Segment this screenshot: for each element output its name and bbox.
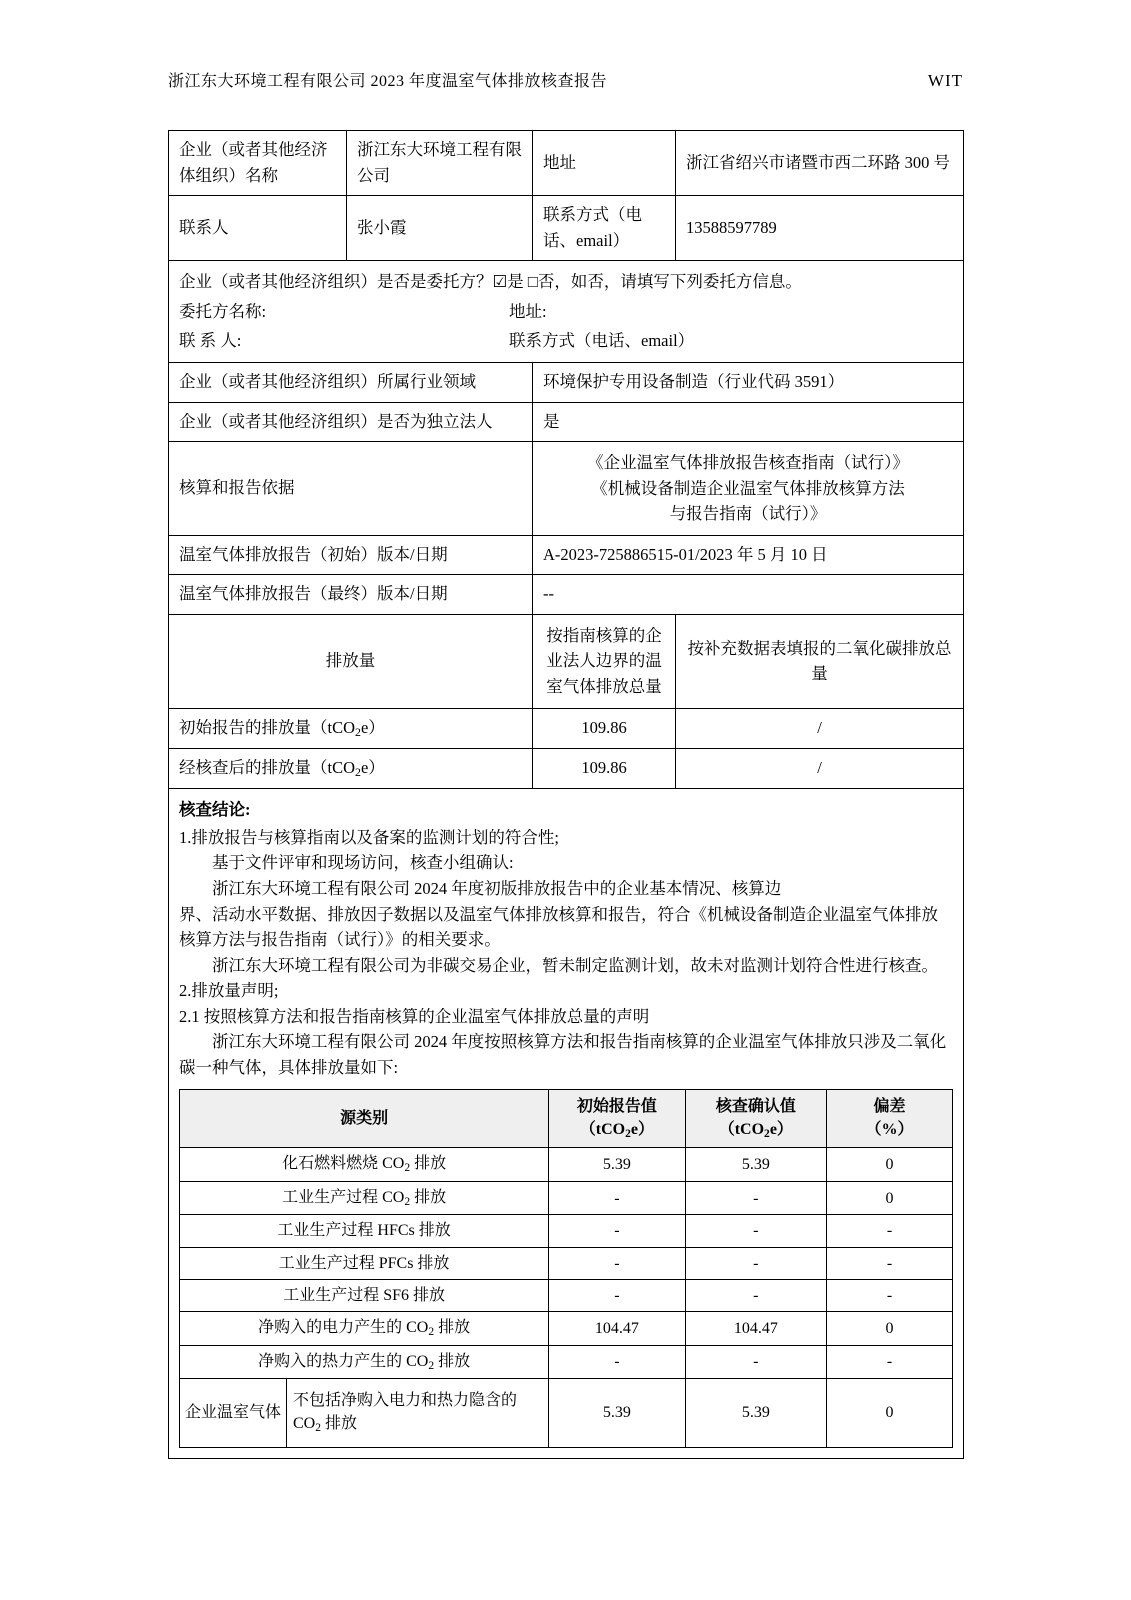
industry-label: 企业（或者其他经济组织）所属行业领域 xyxy=(169,362,533,402)
source-verified-value: - xyxy=(685,1181,827,1215)
source-verified-value: 5.39 xyxy=(685,1148,827,1182)
table-row xyxy=(180,1345,953,1379)
source-deviation-value: 0 xyxy=(827,1311,953,1345)
source-col-header-verified xyxy=(685,1089,827,1148)
header-title: 浙江东大环境工程有限公司 2023 年度温室气体排放核查报告 xyxy=(168,73,608,90)
source-col-header-verified-line1: 核查确认值 xyxy=(715,1097,796,1115)
source-verified-value: - xyxy=(685,1215,827,1247)
source-deviation-value: - xyxy=(827,1279,953,1311)
contact-label: 联系人 xyxy=(169,196,347,261)
total-row-initial-value: 5.39 xyxy=(549,1379,685,1448)
table-row xyxy=(180,1247,953,1279)
total-row-label-right: 不包括净购入电力和热力隐含的 $CO_2$ 排放 xyxy=(286,1379,548,1448)
conclusion-paragraph-4: 浙江东大环境工程有限公司为非碳交易企业，暂未制定监测计划，故未对监测计划符合性进行核查。 xyxy=(212,955,938,975)
emission-head-col2: 按指南核算的企业法人边界的温室气体排放总量 xyxy=(533,614,676,708)
total-row-deviation-value: 0 xyxy=(827,1379,953,1448)
industry-value: 环境保护专用设备制造（行业代码 3591） xyxy=(533,362,964,402)
conclusion-block xyxy=(169,789,964,1459)
table-row xyxy=(169,535,964,575)
conclusion-item-1: 1.排放报告与核算指南以及备案的监测计划的符合性; xyxy=(179,827,559,847)
initial-emission-supplement: / xyxy=(676,708,964,748)
conclusion-title: 核查结论: xyxy=(179,800,251,820)
entrust-address-label: 地址: xyxy=(509,301,547,321)
basis-value xyxy=(533,442,964,536)
verified-emission-total: 109.86 xyxy=(533,748,676,788)
source-col-header-deviation xyxy=(827,1089,953,1148)
source-initial-value: - xyxy=(549,1247,685,1279)
source-deviation-value: 0 xyxy=(827,1148,953,1182)
source-label: 化石燃料燃烧 $CO_2$ 排放 xyxy=(180,1148,549,1182)
legal-entity-label: 企业（或者其他经济组织）是否为独立法人 xyxy=(169,402,533,442)
source-label: 工业生产过程 SF6 排放 xyxy=(180,1279,549,1311)
source-initial-value: - xyxy=(549,1345,685,1379)
legal-entity-value: 是 xyxy=(533,402,964,442)
conclusion-paragraph-3: 界、活动水平数据、排放因子数据以及温室气体排放核算和报告，符合《机械设备制造企业温室气体排放核算方法与报告指南（试行）》的相关要求。 xyxy=(179,904,938,950)
source-col-header-deviation-line1: 偏差 xyxy=(873,1098,906,1116)
source-verified-value: 104.47 xyxy=(685,1311,827,1345)
source-verified-value: - xyxy=(685,1345,827,1379)
initial-version-label: 温室气体排放报告（初始）版本/日期 xyxy=(169,535,533,575)
document-content xyxy=(168,130,963,1459)
source-label: 工业生产过程 HFCs 排放 xyxy=(180,1215,549,1247)
conclusion-paragraph-5: 浙江东大环境工程有限公司 2024 年度按照核算方法和报告指南核算的企业温室气体排放只涉及二氧化碳一种气体，具体排放量如下: xyxy=(179,1032,947,1077)
verification-info-table xyxy=(168,130,964,1459)
company-name-value: 浙江东大环境工程有限公司 xyxy=(347,131,533,196)
table-row xyxy=(169,402,964,442)
conclusion-paragraph-1: 基于文件评审和现场访问，核查小组确认: xyxy=(212,853,514,873)
source-deviation-value: - xyxy=(827,1345,953,1379)
final-version-value: -- xyxy=(533,575,964,615)
table-header-row xyxy=(180,1089,953,1148)
address-value: 浙江省绍兴市诸暨市西二环路 300 号 xyxy=(676,131,964,196)
table-row xyxy=(180,1379,953,1448)
source-col-header-initial xyxy=(549,1089,685,1148)
basis-line-1: 《企业温室气体排放报告核查指南（试行）》 xyxy=(587,453,909,473)
entrust-contact-label: 联 系 人: xyxy=(179,331,242,351)
table-row xyxy=(180,1148,953,1182)
initial-version-value: A-2023-725886515-01/2023 年 5 月 10 日 xyxy=(533,535,964,575)
source-verified-value: - xyxy=(685,1279,827,1311)
emission-head-col1: 排放量 xyxy=(169,614,533,708)
source-initial-value: - xyxy=(549,1279,685,1311)
table-row xyxy=(169,442,964,536)
table-row xyxy=(169,748,964,788)
conclusion-paragraph-2: 浙江东大环境工程有限公司 2024 年度初版排放报告中的企业基本情况、核算边 xyxy=(212,879,782,898)
source-label: 净购入的热力产生的 $CO_2$ 排放 xyxy=(180,1345,549,1379)
contact-method-label: 联系方式（电话、email） xyxy=(533,196,676,261)
source-label: 净购入的电力产生的 $CO_2$ 排放 xyxy=(180,1311,549,1345)
source-initial-value: - xyxy=(549,1181,685,1215)
entrust-name-label: 委托方名称: xyxy=(179,301,267,321)
initial-emission-label: 初始报告的排放量（tCO$_2$e） xyxy=(169,708,533,748)
table-row xyxy=(169,575,964,615)
source-label: 工业生产过程 $CO_2$ 排放 xyxy=(180,1181,549,1215)
source-initial-value: 104.47 xyxy=(549,1311,685,1345)
table-row xyxy=(169,131,964,196)
source-col-header-initial-line1: 初始报告值 xyxy=(576,1097,657,1115)
table-row xyxy=(180,1215,953,1247)
conclusion-item-2-1: 2.1 按照核算方法和报告指南核算的企业温室气体排放总量的声明 xyxy=(179,1006,650,1026)
company-name-label: 企业（或者其他经济体组织）名称 xyxy=(169,131,347,196)
basis-line-2: 《机械设备制造企业温室气体排放核算方法 xyxy=(591,478,905,498)
entrust-block xyxy=(169,261,964,363)
source-deviation-value: - xyxy=(827,1215,953,1247)
page-header xyxy=(168,68,963,91)
source-verified-value: - xyxy=(685,1247,827,1279)
table-row xyxy=(169,196,964,261)
header-logo-text: WIT xyxy=(927,71,963,90)
source-initial-value: - xyxy=(549,1215,685,1247)
verified-emission-supplement: / xyxy=(676,748,964,788)
emission-head-col3: 按补充数据表填报的二氧化碳排放总量 xyxy=(676,614,964,708)
source-emission-table xyxy=(179,1089,953,1448)
address-label: 地址 xyxy=(533,131,676,196)
table-row xyxy=(169,362,964,402)
final-version-label: 温室气体排放报告（最终）版本/日期 xyxy=(169,575,533,615)
table-row xyxy=(169,261,964,363)
contact-value: 张小霞 xyxy=(347,196,533,261)
table-row xyxy=(169,614,964,708)
source-col-header-deviation-line2: （%） xyxy=(865,1121,914,1139)
source-deviation-value: - xyxy=(827,1247,953,1279)
entrust-question: 企业（或者其他经济组织）是否是委托方？☑是 □否，如否，请填写下列委托方信息。 xyxy=(179,272,802,292)
source-initial-value: 5.39 xyxy=(549,1148,685,1182)
basis-line-3: 与报告指南（试行）》 xyxy=(669,504,827,524)
table-row xyxy=(180,1311,953,1345)
conclusion-item-2: 2.排放量声明; xyxy=(179,981,279,1001)
table-row xyxy=(180,1181,953,1215)
contact-method-value: 13588597789 xyxy=(676,196,964,261)
table-row xyxy=(169,789,964,1459)
verified-emission-label: 经核查后的排放量（tCO$_2$e） xyxy=(169,748,533,788)
source-col-header-verified-line2: （tCO$_2$e） xyxy=(718,1120,793,1140)
initial-emission-total: 109.86 xyxy=(533,708,676,748)
source-col-header-category: 源类别 xyxy=(180,1089,549,1148)
basis-label: 核算和报告依据 xyxy=(169,442,533,536)
table-row xyxy=(180,1279,953,1311)
total-row-verified-value: 5.39 xyxy=(685,1379,827,1448)
total-row-label-left: 企业温室气体 xyxy=(180,1379,287,1448)
source-deviation-value: 0 xyxy=(827,1181,953,1215)
source-col-header-initial-line2: （tCO$_2$e） xyxy=(579,1120,654,1140)
source-label: 工业生产过程 PFCs 排放 xyxy=(180,1247,549,1279)
table-row xyxy=(169,708,964,748)
entrust-contact-method-label: 联系方式（电话、email） xyxy=(509,331,695,351)
